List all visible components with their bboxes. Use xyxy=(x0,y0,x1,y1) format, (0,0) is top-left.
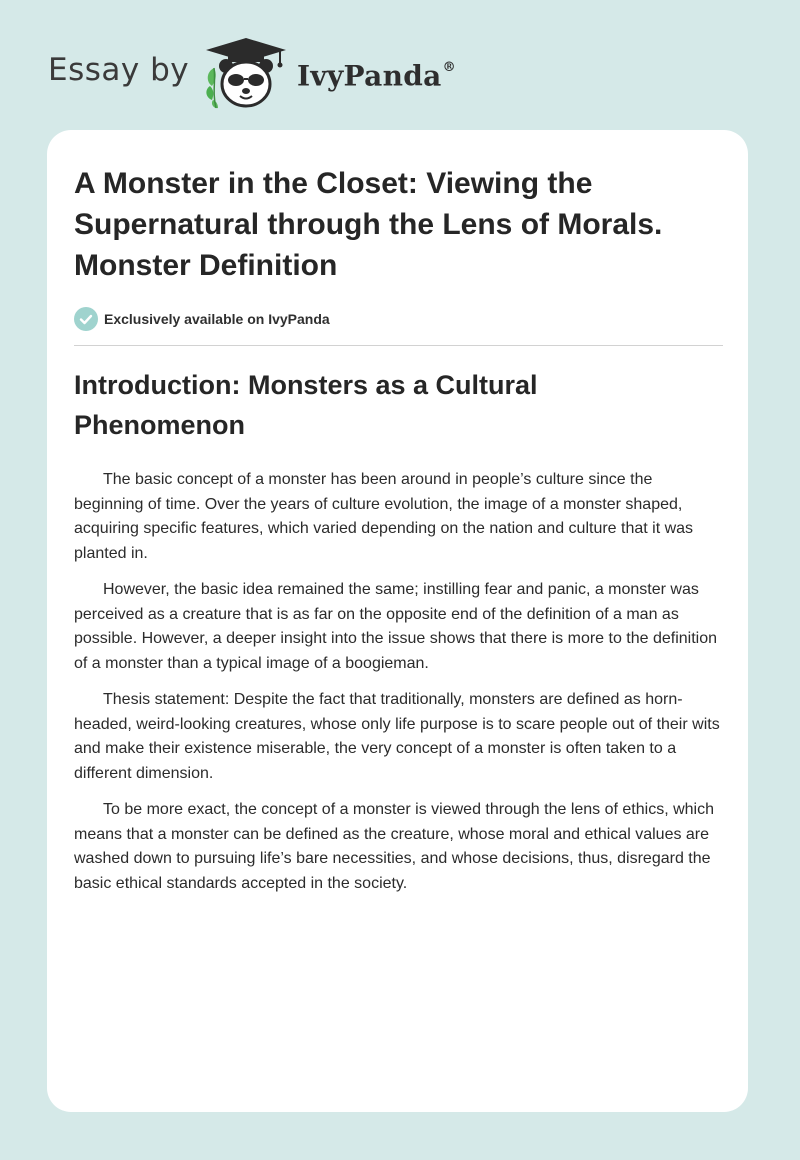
site-header xyxy=(0,0,800,120)
divider xyxy=(74,345,723,346)
essay-card xyxy=(47,130,748,1112)
section-heading: Introduction: Monsters as a Cultural Phenomenon xyxy=(74,370,538,440)
brand-name[interactable] xyxy=(297,52,456,96)
panda-graduate-icon[interactable] xyxy=(200,34,292,110)
article-body xyxy=(74,468,726,908)
check-circle-icon xyxy=(74,307,98,331)
paragraph: The basic concept of a monster has been around in people’s culture since the beginning of time. Over the years of culture evolution, the image of a monster shaped, acquiring specific features, which varied depending on the nation and culture that it was planted in. xyxy=(74,471,694,562)
paragraph: To be more exact, the concept of a monster is viewed through the lens of ethics, which means that a monster can be defined as the creature, whose moral and ethical values are washed down to pursuing life’s bare necessities, and whose decisions, thus, disregard the basic ethical standards accepted in the society. xyxy=(74,801,714,892)
brand-text: IvyPanda xyxy=(297,59,442,93)
exclusive-badge-text: Exclusively available on IvyPanda xyxy=(104,311,330,327)
exclusive-badge xyxy=(74,306,330,332)
registered-mark: ® xyxy=(442,60,456,75)
paragraph: Thesis statement: Despite the fact that traditionally, monsters are defined as horn-headed, weird-looking creatures, whose only life purpose is to scare people out of their wits and make their existence miserable, the very concept of a monster is often taken to a different dimension. xyxy=(74,691,720,782)
paragraph: However, the basic idea remained the same; instilling fear and panic, a monster was perceived as a creature that is as far on the opposite end of the definition of a man as possible. However, a deeper insight into the issue shows that there is more to the definition of a monster than a typical image of a boogieman. xyxy=(74,581,718,672)
page-title: A Monster in the Closet: Viewing the Supernatural through the Lens of Morals. Monster Definition xyxy=(74,167,663,282)
essay-by-label: Essay by xyxy=(48,52,190,88)
